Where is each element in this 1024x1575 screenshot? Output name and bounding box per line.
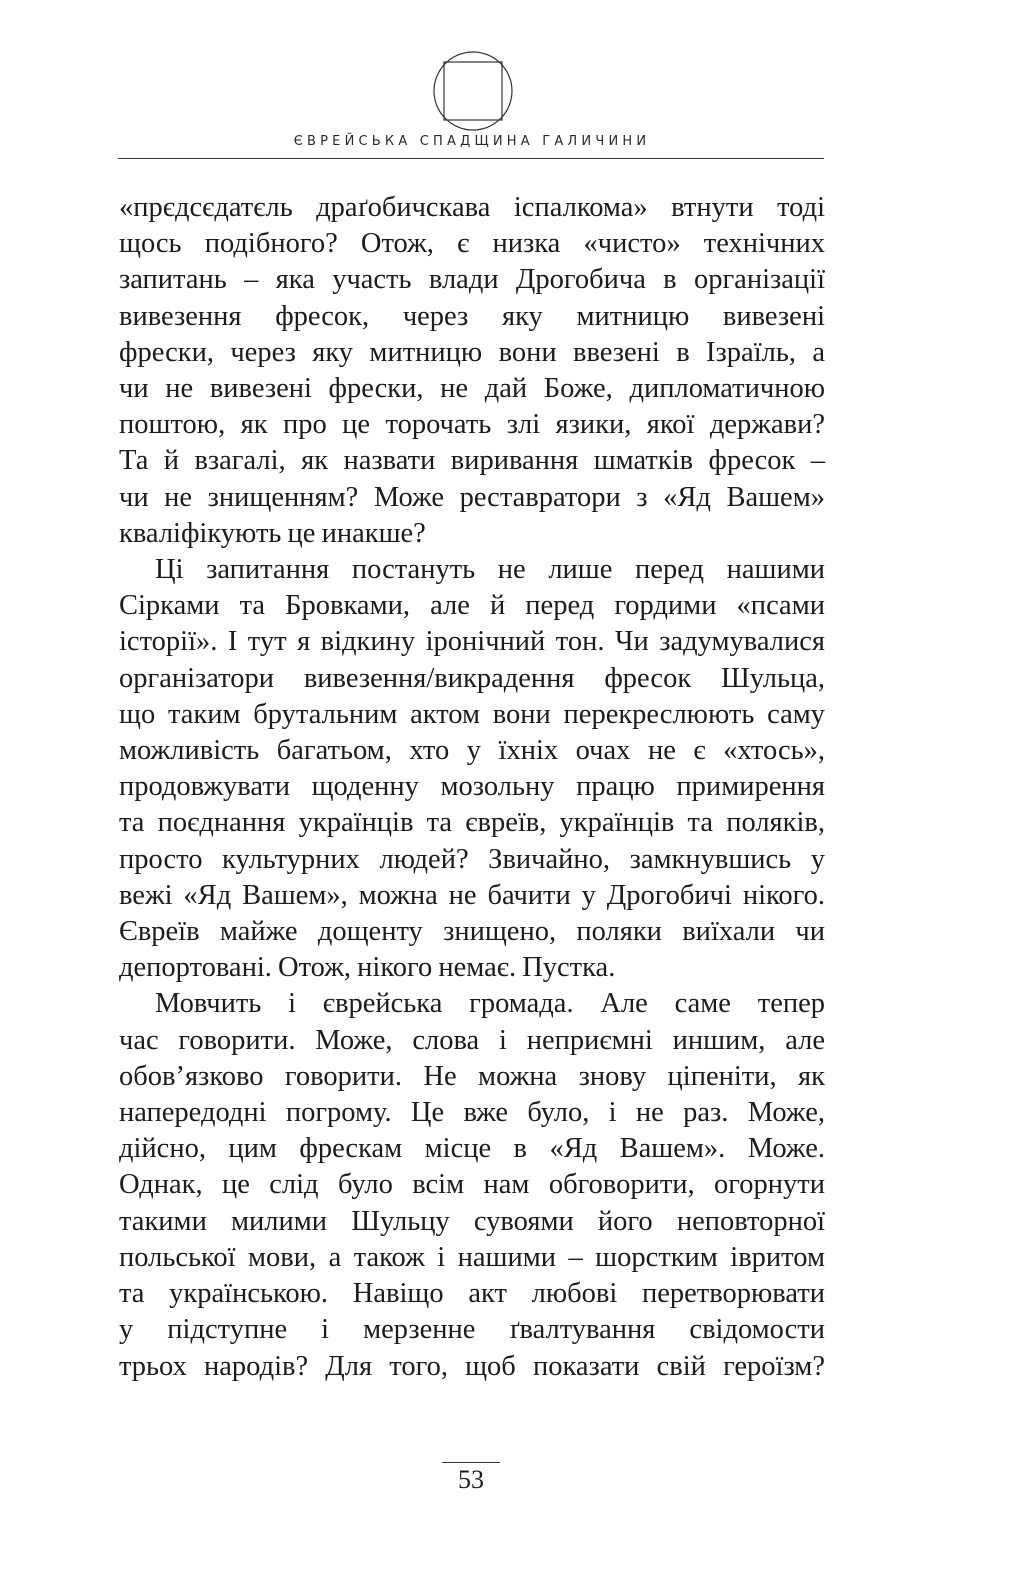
text-line: вивезення фресок, через яку митницю вивезені [119, 300, 825, 332]
text-line: чи не вивезені фрески, не дай Боже, дипломатичною [119, 373, 825, 405]
text-line: просто культурних людей? Звичайно, замкнувшись у [119, 843, 825, 875]
text-line: Та й взагалі, як назвати виривання шматків фресок – [119, 445, 825, 477]
paragraph-1 [119, 190, 825, 552]
text-line: польської мови, а також і нашими – шорстким івритом [119, 1241, 825, 1273]
text-line: та поєднання українців та євреїв, українців та поляків, [119, 807, 825, 839]
text-line: дійсно, цим фрескам місце в «Яд Вашем». Може. [119, 1133, 825, 1165]
paragraph-3 [119, 986, 825, 1384]
text-line: можливість багатьом, хто у їхніх очах не є «хтось», [119, 735, 825, 767]
text-line: у підступне і мерзенне ґвалтування свідомости [119, 1314, 825, 1346]
running-header: ЄВРЕЙСЬКА СПАДЩИНА ГАЛИЧИНИ [293, 134, 651, 149]
text-line: Євреїв майже дощенту знищено, поляки виїхали чи [119, 916, 825, 948]
text-line: трьох народів? Для того, щоб показати свій героїзм? [119, 1350, 825, 1382]
body-text [119, 190, 825, 1385]
text-line: продовжувати щоденну мозольну працю примирення [119, 771, 825, 803]
text-line: депортовані. Отож, нікого немає. Пустка. [119, 952, 616, 984]
text-line: організатори вивезення/викрадення фресок Шульца, [119, 662, 825, 694]
text-line: Сірками та Бровками, але й перед гордими «псами [119, 590, 825, 622]
paragraph-2 [119, 552, 825, 986]
text-line: чи не знищенням? Може реставратори з «Яд Вашем» [119, 481, 825, 513]
text-line: Мовчить і єврейська громада. Але саме тепер [155, 988, 825, 1020]
text-line: запитань – яка участь влади Дрогобича в організації [119, 264, 825, 296]
header-rule [118, 158, 824, 159]
text-line: вежі «Яд Вашем», можна не бачити у Дрогобичі нікого. [119, 879, 825, 911]
text-line: час говорити. Може, слова і неприємні иншим, але [119, 1024, 825, 1056]
text-line: історії». І тут я відкину іронічний тон. Чи задумувалися [119, 626, 825, 658]
text-line: напередодні погрому. Це вже було, і не раз. Може, [119, 1097, 825, 1129]
text-line: поштою, як про це торочать злі язики, якої держави? [119, 409, 825, 441]
text-line: що таким брутальним актом вони перекреслюють саму [119, 698, 825, 730]
text-line: кваліфікують це инакше? [119, 517, 426, 549]
text-line: «прєдсєдатєль драґобичскава іспалкома» втнути тоді [119, 192, 825, 223]
text-line: Однак, це слід було всім нам обговорити, огорнути [119, 1169, 825, 1201]
text-line: фрески, через яку митницю вони ввезені в Ізраїль, а [119, 336, 825, 368]
text-line: та українською. Навіщо акт любові перетворювати [119, 1278, 825, 1310]
circle-square-logo-icon [432, 50, 514, 132]
text-line: щось подібного? Отож, є низка «чисто» технічних [119, 228, 825, 260]
page-number: 53 [442, 1462, 500, 1495]
text-line: такими милими Шульцу сувоями його неповторної [119, 1205, 825, 1237]
text-line: Ці запитання постануть не лише перед нашими [155, 554, 825, 586]
text-line: обов’язково говорити. Не можна знову ціпеніти, як [119, 1060, 825, 1092]
